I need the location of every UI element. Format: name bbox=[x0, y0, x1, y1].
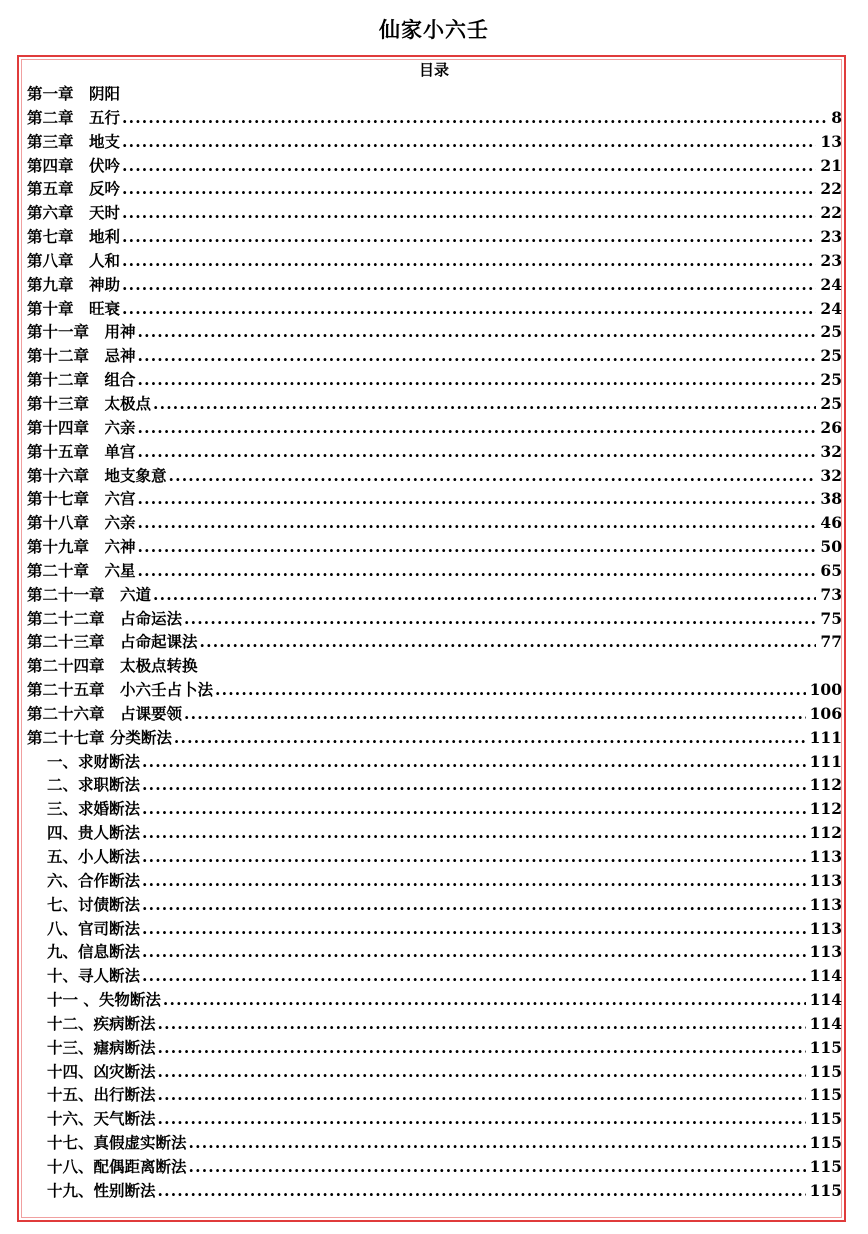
toc-dot-leader bbox=[122, 225, 816, 249]
toc-page-number: 113 bbox=[809, 918, 842, 938]
toc-dot-leader bbox=[138, 344, 817, 368]
toc-dot-leader bbox=[138, 487, 817, 511]
toc-page-number: 24 bbox=[820, 298, 842, 318]
toc-entry[interactable] bbox=[27, 249, 842, 273]
toc-subentry[interactable] bbox=[27, 1107, 842, 1131]
toc-entry[interactable] bbox=[27, 177, 842, 201]
toc-subentry[interactable] bbox=[27, 1155, 842, 1179]
toc-page-number: 114 bbox=[809, 1013, 842, 1033]
toc-page-number: 26 bbox=[820, 417, 842, 437]
toc-dot-leader bbox=[122, 130, 816, 154]
toc-subentry[interactable] bbox=[27, 940, 842, 964]
toc-dot-leader bbox=[138, 416, 817, 440]
toc-entry-label: 十八、配偶距离断法 bbox=[47, 1156, 187, 1176]
toc-entry-label: 五、小人断法 bbox=[47, 847, 141, 866]
toc-page-number: 13 bbox=[820, 131, 842, 151]
toc-subentry[interactable] bbox=[27, 1131, 842, 1155]
toc-entry-label: 十六、天气断法 bbox=[47, 1109, 156, 1129]
toc-subentry[interactable] bbox=[27, 1179, 842, 1203]
toc-subentry[interactable] bbox=[27, 869, 842, 893]
toc-page-number: 32 bbox=[820, 465, 842, 485]
toc-entry[interactable] bbox=[27, 440, 842, 464]
toc-page-number: 115 bbox=[809, 1085, 842, 1105]
toc-dot-leader bbox=[142, 821, 806, 845]
toc-entry-label: 一、求财断法 bbox=[47, 751, 141, 771]
toc-dot-leader bbox=[158, 1036, 806, 1060]
toc-entry-label: 第十章 旺衰 bbox=[27, 298, 121, 318]
toc-dot-leader bbox=[138, 368, 817, 392]
toc-entry-label: 第四章 伏吟 bbox=[27, 155, 121, 175]
toc-page-number: 115 bbox=[809, 1109, 842, 1129]
toc-entry[interactable] bbox=[27, 320, 842, 344]
toc-entry-label: 第二十三章 占命起课法 bbox=[27, 632, 198, 652]
toc-dot-leader bbox=[138, 440, 817, 464]
toc-dot-leader bbox=[122, 201, 816, 225]
toc-entry-label: 四、贵人断法 bbox=[47, 823, 141, 843]
toc-dot-leader bbox=[189, 1155, 806, 1179]
toc-entry[interactable] bbox=[27, 607, 842, 631]
toc-page-number: 22 bbox=[820, 179, 842, 199]
toc-entry-label: 十七、真假虚实断法 bbox=[47, 1133, 187, 1153]
toc-entry-label: 第二十四章 太极点转换 bbox=[27, 656, 198, 676]
toc-entry[interactable] bbox=[27, 106, 842, 130]
toc-dot-leader bbox=[122, 297, 816, 321]
toc-dot-leader bbox=[184, 607, 816, 631]
toc-page-number: 25 bbox=[820, 346, 842, 366]
toc-entry-label: 第十八章 六亲 bbox=[27, 513, 136, 533]
toc-entry-label: 八、官司断法 bbox=[47, 918, 141, 938]
toc-entry-label: 十一 、失物断法 bbox=[47, 990, 161, 1010]
toc-entry-label: 第五章 反吟 bbox=[27, 179, 121, 199]
toc-entry-label: 九、信息断法 bbox=[47, 942, 141, 962]
toc-page-number: 23 bbox=[820, 250, 842, 270]
toc-entry-label: 第二十六章 占课要领 bbox=[27, 703, 183, 723]
toc-entry-label: 第十七章 六宫 bbox=[27, 489, 136, 509]
toc-page-number: 113 bbox=[809, 847, 842, 866]
toc-page-number: 46 bbox=[820, 513, 842, 533]
toc-page-number: 50 bbox=[820, 537, 842, 557]
toc-subentry[interactable] bbox=[27, 964, 842, 988]
toc-entry-label: 第二章 五行 bbox=[27, 107, 121, 127]
toc-dot-leader bbox=[142, 940, 806, 964]
toc-dot-leader bbox=[158, 1012, 806, 1036]
document-title: 仙家小六壬 bbox=[379, 18, 489, 42]
toc-entry[interactable] bbox=[27, 82, 842, 106]
toc-dot-leader bbox=[184, 702, 806, 726]
toc-page-number: 77 bbox=[820, 632, 842, 652]
toc-entry[interactable] bbox=[27, 583, 842, 607]
toc-dot-leader bbox=[142, 917, 806, 941]
toc-page-number: 113 bbox=[809, 942, 842, 962]
toc-entry-label: 十九、性别断法 bbox=[47, 1180, 156, 1200]
toc-dot-leader bbox=[200, 630, 817, 654]
toc-subentry[interactable] bbox=[27, 917, 842, 941]
toc-page-number: 115 bbox=[809, 1180, 842, 1200]
toc-entry[interactable] bbox=[27, 678, 842, 702]
toc-entry[interactable] bbox=[27, 511, 842, 535]
toc-page-number: 111 bbox=[809, 751, 842, 771]
toc-page-number: 22 bbox=[820, 203, 842, 223]
toc-entry[interactable] bbox=[27, 130, 842, 154]
toc-entry-label: 第六章 天时 bbox=[27, 203, 121, 223]
toc-entry-label: 十四、凶灾断法 bbox=[47, 1061, 156, 1081]
toc-entry[interactable] bbox=[27, 344, 842, 368]
toc-entry[interactable] bbox=[27, 630, 842, 654]
toc-dot-leader bbox=[122, 106, 827, 130]
toc-entry[interactable] bbox=[27, 416, 842, 440]
toc-entry-label: 十五、出行断法 bbox=[47, 1085, 156, 1105]
toc-dot-leader bbox=[158, 1083, 806, 1107]
toc-page-number: 21 bbox=[820, 155, 842, 175]
toc-page-number: 115 bbox=[809, 1061, 842, 1081]
toc-dot-leader bbox=[142, 893, 806, 917]
toc-dot-leader bbox=[142, 869, 806, 893]
toc-page-number: 113 bbox=[809, 870, 842, 890]
toc-list bbox=[27, 82, 842, 1203]
toc-dot-leader bbox=[158, 1107, 806, 1131]
toc-dot-leader bbox=[138, 511, 817, 535]
toc-dot-leader bbox=[122, 154, 816, 178]
toc-entry-label: 六、合作断法 bbox=[47, 870, 141, 890]
toc-entry-label: 七、讨债断法 bbox=[47, 894, 141, 914]
toc-page-number: 25 bbox=[820, 322, 842, 342]
toc-dot-leader bbox=[142, 797, 806, 821]
toc-page-number: 106 bbox=[809, 703, 842, 723]
toc-dot-leader bbox=[138, 559, 817, 583]
toc-entry[interactable] bbox=[27, 702, 842, 726]
toc-subentry[interactable] bbox=[27, 1036, 842, 1060]
toc-dot-leader bbox=[138, 320, 817, 344]
toc-subentry[interactable] bbox=[27, 797, 842, 821]
toc-entry-label: 第七章 地利 bbox=[27, 227, 121, 247]
toc-entry[interactable] bbox=[27, 273, 842, 297]
toc-entry-label: 第十二章 组合 bbox=[27, 370, 136, 390]
toc-entry-label: 十三、瘧病断法 bbox=[47, 1037, 156, 1057]
toc-subentry[interactable] bbox=[27, 773, 842, 797]
toc-entry[interactable] bbox=[27, 368, 842, 392]
toc-entry-label: 第十一章 用神 bbox=[27, 322, 136, 342]
toc-entry-label: 第九章 神助 bbox=[27, 274, 121, 294]
toc-page-number: 38 bbox=[820, 489, 842, 509]
toc-dot-leader bbox=[142, 964, 806, 988]
toc-page-number: 24 bbox=[820, 274, 842, 294]
toc-entry-label: 十、寻人断法 bbox=[47, 966, 141, 986]
toc-subentry[interactable] bbox=[27, 1012, 842, 1036]
toc-dot-leader bbox=[163, 988, 806, 1012]
toc-dot-leader bbox=[122, 177, 816, 201]
toc-entry-label: 第二十五章 小六壬占卜法 bbox=[27, 680, 214, 700]
toc-page-number: 73 bbox=[820, 584, 842, 604]
toc-page-number: 100 bbox=[809, 680, 842, 700]
toc-entry[interactable] bbox=[27, 201, 842, 225]
toc-entry-label: 第十五章 单宫 bbox=[27, 441, 136, 461]
toc-entry-label: 第二十七章 分类断法 bbox=[27, 727, 172, 747]
toc-entry-label: 十二、疾病断法 bbox=[47, 1013, 156, 1033]
toc-dot-leader bbox=[122, 273, 816, 297]
toc-entry[interactable] bbox=[27, 559, 842, 583]
toc-page-number: 25 bbox=[820, 370, 842, 390]
toc-heading: 目录 bbox=[418, 61, 449, 79]
toc-dot-leader bbox=[142, 750, 806, 774]
toc-dot-leader bbox=[122, 249, 816, 273]
toc-entry-label: 第三章 地支 bbox=[27, 131, 121, 151]
toc-page-number: 75 bbox=[820, 608, 842, 628]
toc-subentry[interactable] bbox=[27, 893, 842, 917]
toc-entry-label: 第十六章 地支象意 bbox=[27, 465, 167, 485]
toc-entry-label: 第十九章 六神 bbox=[27, 537, 136, 557]
toc-dot-leader bbox=[153, 392, 816, 416]
toc-page-number: 115 bbox=[809, 1156, 842, 1176]
toc-dot-leader bbox=[158, 1179, 806, 1203]
toc-subentry[interactable] bbox=[27, 845, 842, 869]
toc-subentry[interactable] bbox=[27, 821, 842, 845]
toc-entry-label: 第二十章 六星 bbox=[27, 560, 136, 580]
toc-entry-label: 第十二章 忌神 bbox=[27, 346, 136, 366]
toc-subentry[interactable] bbox=[27, 988, 842, 1012]
toc-page-number: 114 bbox=[809, 966, 842, 986]
toc-page-number: 114 bbox=[809, 990, 842, 1010]
toc-dot-leader bbox=[189, 1131, 806, 1155]
toc-entry[interactable] bbox=[27, 297, 842, 321]
toc-page-number: 115 bbox=[809, 1133, 842, 1153]
toc-entry-label: 三、求婚断法 bbox=[47, 799, 141, 819]
toc-page-number: 112 bbox=[809, 775, 842, 795]
toc-page-number: 115 bbox=[809, 1037, 842, 1057]
toc-entry[interactable] bbox=[27, 654, 842, 678]
toc-page-number: 111 bbox=[809, 727, 842, 747]
toc-subentry[interactable] bbox=[27, 750, 842, 774]
toc-dot-leader bbox=[142, 773, 806, 797]
toc-dot-leader bbox=[215, 678, 806, 702]
toc-entry-label: 第一章 阴阳 bbox=[27, 84, 121, 103]
toc-entry[interactable] bbox=[27, 154, 842, 178]
toc-dot-leader bbox=[158, 1060, 806, 1084]
toc-page-number: 112 bbox=[809, 799, 842, 819]
toc-entry-label: 第八章 人和 bbox=[27, 250, 121, 270]
toc-entry[interactable] bbox=[27, 726, 842, 750]
toc-page-number: 8 bbox=[831, 107, 842, 127]
toc-subentry[interactable] bbox=[27, 1060, 842, 1084]
toc-entry[interactable] bbox=[27, 487, 842, 511]
toc-entry[interactable] bbox=[27, 392, 842, 416]
toc-page-number: 32 bbox=[820, 441, 842, 461]
toc-page-number: 113 bbox=[809, 894, 842, 914]
toc-page-number: 112 bbox=[809, 823, 842, 843]
toc-entry-label: 第十三章 太极点 bbox=[27, 393, 152, 413]
toc-entry[interactable] bbox=[27, 225, 842, 249]
toc-entry-label: 第二十二章 占命运法 bbox=[27, 608, 183, 628]
toc-entry[interactable] bbox=[27, 535, 842, 559]
toc-dot-leader bbox=[138, 535, 817, 559]
toc-dot-leader bbox=[153, 583, 816, 607]
toc-page-number: 65 bbox=[820, 560, 842, 580]
toc-page-number: 25 bbox=[820, 393, 842, 413]
toc-entry-label: 第二十一章 六道 bbox=[27, 584, 152, 604]
toc-page-number: 23 bbox=[820, 227, 842, 247]
toc-dot-leader bbox=[174, 726, 806, 750]
toc-entry-label: 二、求职断法 bbox=[47, 775, 141, 795]
toc-entry[interactable] bbox=[27, 464, 842, 488]
toc-entry-label: 第十四章 六亲 bbox=[27, 417, 136, 437]
toc-dot-leader bbox=[169, 464, 817, 488]
toc-dot-leader bbox=[142, 845, 806, 869]
toc-subentry[interactable] bbox=[27, 1083, 842, 1107]
